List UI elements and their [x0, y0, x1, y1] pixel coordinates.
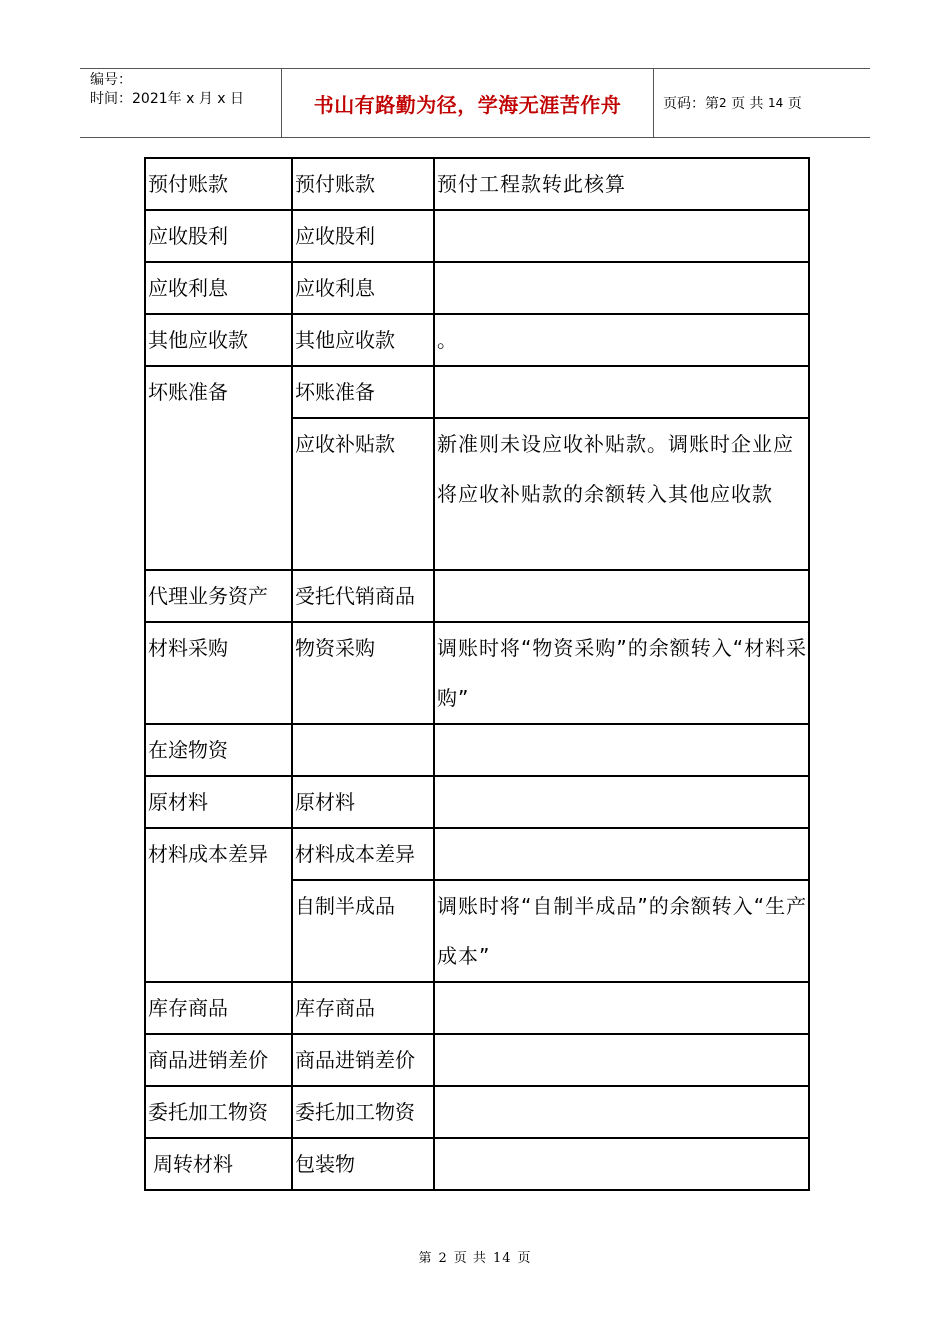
table-row: [145, 622, 809, 724]
page-footer: [0, 1247, 950, 1266]
note-cell: [434, 1086, 809, 1138]
table-row: [145, 880, 809, 982]
table-row: [145, 314, 809, 366]
header-page-info: [654, 69, 870, 137]
new-account-cell: 应收补贴款: [292, 418, 434, 570]
table-row: [145, 262, 809, 314]
time-month-char: 月: [198, 91, 213, 107]
footer-mid: 页 共: [453, 1251, 487, 1266]
old-account-cell: 材料成本差异: [145, 828, 292, 880]
page-header: [80, 68, 870, 138]
new-account-cell: 预付账款: [292, 158, 434, 210]
new-account-cell: 自制半成品: [292, 880, 434, 982]
footer-prefix: 第: [418, 1251, 433, 1266]
time-year-char: 年: [167, 91, 182, 107]
page-end: 页: [787, 96, 802, 112]
new-account-cell: 库存商品: [292, 982, 434, 1034]
table-row: [145, 570, 809, 622]
table-row: [145, 982, 809, 1034]
page-label: 页码：第: [663, 96, 719, 112]
note-cell: [434, 724, 809, 776]
table-row: [145, 828, 809, 880]
table-row: [145, 724, 809, 776]
old-account-cell: 坏账准备: [145, 366, 292, 418]
table-row: [145, 418, 809, 570]
table-row: [145, 1034, 809, 1086]
old-account-cell: 周转材料: [145, 1138, 292, 1190]
old-account-cell: [145, 418, 292, 570]
new-account-cell: 商品进销差价: [292, 1034, 434, 1086]
table-row: [145, 366, 809, 418]
note-cell: [434, 982, 809, 1034]
old-account-cell: 商品进销差价: [145, 1034, 292, 1086]
new-account-cell: 材料成本差异: [292, 828, 434, 880]
note-cell: 调账时将“自制半成品”的余额转入“生产成本”: [434, 880, 809, 982]
time-day: x: [217, 91, 226, 107]
time-day-char: 日: [230, 91, 245, 107]
note-cell: 预付工程款转此核算: [434, 158, 809, 210]
header-meta: [80, 69, 282, 137]
old-account-cell: 应收利息: [145, 262, 292, 314]
note-cell: [434, 262, 809, 314]
new-account-cell: 应收股利: [292, 210, 434, 262]
new-account-cell: [292, 724, 434, 776]
footer-page: 2: [438, 1251, 448, 1266]
note-cell: [434, 828, 809, 880]
table-row: [145, 158, 809, 210]
new-account-cell: 其他应收款: [292, 314, 434, 366]
time-year: 2021: [132, 91, 168, 107]
footer-suffix: 页: [517, 1251, 532, 1266]
page-total: 14: [768, 96, 784, 110]
old-account-cell: 原材料: [145, 776, 292, 828]
old-account-cell: 库存商品: [145, 982, 292, 1034]
note-cell: [434, 570, 809, 622]
header-motto: 书山有路勤为径，学海无涯苦作舟: [313, 92, 622, 117]
old-account-cell: [145, 880, 292, 982]
new-account-cell: 受托代销商品: [292, 570, 434, 622]
new-account-cell: 包装物: [292, 1138, 434, 1190]
old-account-cell: 委托加工物资: [145, 1086, 292, 1138]
new-account-cell: 原材料: [292, 776, 434, 828]
table-row: [145, 1138, 809, 1190]
old-account-cell: 材料采购: [145, 622, 292, 724]
old-account-cell: 其他应收款: [145, 314, 292, 366]
time-line: [90, 90, 281, 109]
note-cell: [434, 366, 809, 418]
note-cell: [434, 776, 809, 828]
old-account-cell: 在途物资: [145, 724, 292, 776]
header-motto-cell: [282, 69, 654, 137]
page-mid: 页 共: [731, 96, 764, 112]
old-account-cell: 应收股利: [145, 210, 292, 262]
footer-total: 14: [492, 1251, 512, 1266]
old-account-cell: 预付账款: [145, 158, 292, 210]
new-account-cell: 物资采购: [292, 622, 434, 724]
table-row: [145, 210, 809, 262]
note-cell: 调账时将“物资采购”的余额转入“材料采购”: [434, 622, 809, 724]
note-cell: [434, 210, 809, 262]
number-label: 编号：: [90, 72, 132, 88]
note-cell: [434, 1034, 809, 1086]
new-account-cell: 应收利息: [292, 262, 434, 314]
time-month: x: [186, 91, 195, 107]
note-cell: 。: [434, 314, 809, 366]
table-row: [145, 1086, 809, 1138]
account-mapping-table: [144, 157, 810, 1191]
new-account-cell: 坏账准备: [292, 366, 434, 418]
page-number: 2: [719, 96, 727, 110]
old-account-cell: 代理业务资产: [145, 570, 292, 622]
note-cell: 新准则未设应收补贴款。调账时企业应将应收补贴款的余额转入其他应收款: [434, 418, 809, 570]
table-row: [145, 776, 809, 828]
note-cell: [434, 1138, 809, 1190]
new-account-cell: 委托加工物资: [292, 1086, 434, 1138]
time-label: 时间：: [90, 91, 132, 107]
